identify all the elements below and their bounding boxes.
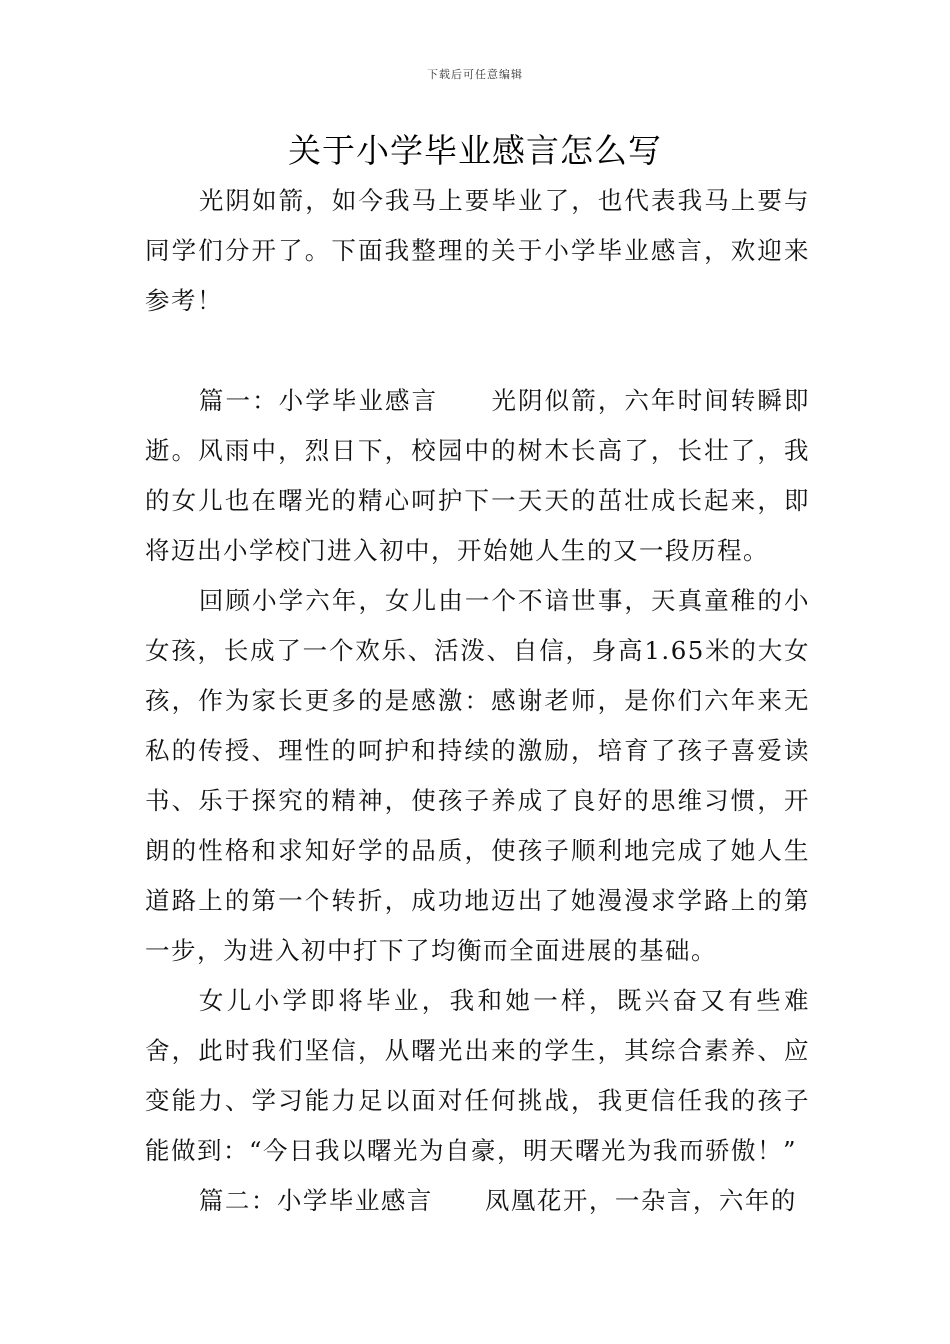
body-paragraph: 篇二：小学毕业感言 凤凰花开，一杂言，六年的 [198,1186,797,1215]
body-paragraph: 女儿小学即将毕业，我和她一样，既兴奋又有些难舍，此时我们坚信，从曙光出来的学生，其综合素养、应变能力、学习能力足以面对任何挑战，我更信任我的孩子能做到：“今日我以曙光为自豪，明天曙光为我而骄傲！” [145,986,810,1165]
intro-paragraph: 光阴如箭，如今我马上要毕业了，也代表我马上要与同学们分开了。下面我整理的关于小学毕业感言，欢迎来参考！ [145,186,810,315]
body-paragraph: 回顾小学六年，女儿由一个不谙世事，天真童稚的小女孩，长成了一个欢乐、活泼、自信，身高1.65米的大女孩，作为家长更多的是感激：感谢老师，是你们六年来无私的传授、理性的呵护和持续的激励，培育了孩子喜爱读书、乐于探究的精神，使孩子养成了良好的思维习惯，开朗的性格和求知好学的品质，使孩子顺利地完成了她人生道路上的第一个转折，成功地迈出了她漫漫求学路上的第一步，为进入初中打下了均衡而全面进展的基础。 [145,586,810,965]
header-note: 下载后可任意编辑 [427,68,523,81]
document-title: 关于小学毕业感言怎么写 [288,131,662,170]
document-body [145,176,810,1226]
body-paragraph: 篇一：小学毕业感言 光阴似箭，六年时间转瞬即逝。风雨中，烈日下，校园中的树木长高了，长壮了，我的女儿也在曙光的精心呵护下一天天的茁壮成长起来，即将迈出小学校门进入初中，开始她人生的又一段历程。 [145,386,810,565]
